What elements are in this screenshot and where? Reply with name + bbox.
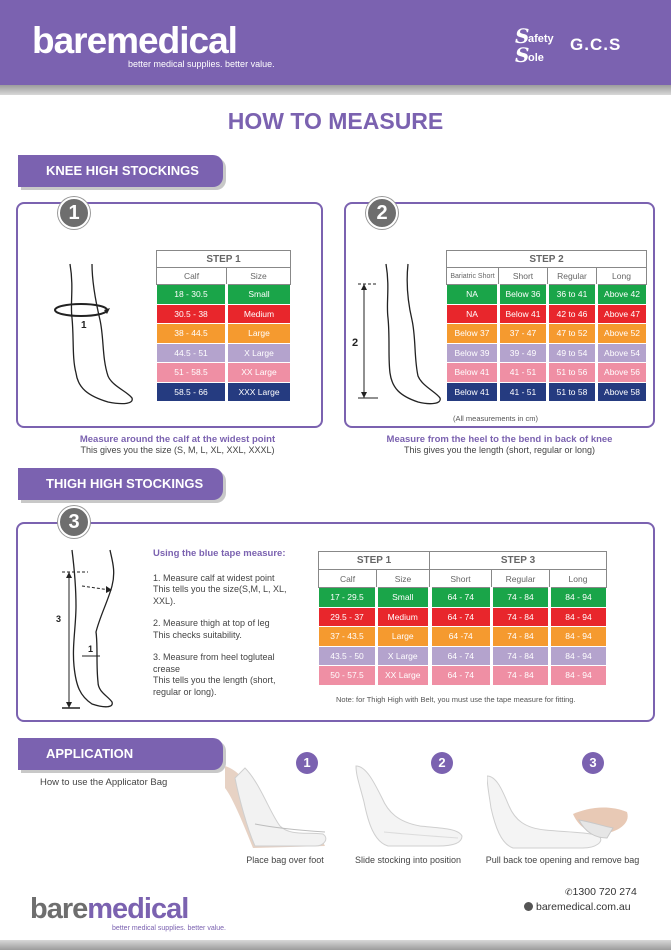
calf-cell: 50 - 57.5 [319,666,377,686]
regular-cell: 74 - 84 [492,588,550,608]
size-cell: Small [377,588,430,608]
table-row [319,666,607,686]
step2-header-regular: Regular [548,268,597,285]
bariatric-cell: Below 41 [447,382,499,402]
size-cell: Medium [377,607,430,627]
long-cell: Above 42 [597,285,647,305]
instruction-1-note: This tells you the size(S,M, L, XL, XXL). [153,584,287,606]
partner-text: G.C.S [570,35,622,54]
heel-knee-marker: 2 [352,337,359,349]
instruction-2: 2. Measure thigh at top of leg [153,618,270,628]
short-cell: 64 -74 [430,627,492,647]
step2-header-bariatric: Bariatric Short [447,268,499,285]
thigh-leg-illustration [52,546,132,714]
short-cell: 39 - 49 [499,343,548,363]
footer-brand-part2: medical [87,893,189,925]
step3-instructions [153,548,303,698]
calf-cell: 58.5 - 66 [157,382,227,402]
long-cell: Above 47 [597,304,647,324]
table-row [157,324,291,344]
footer-brand-logo[interactable] [30,893,188,926]
step1-caption-title: Measure around the calf at the widest point [79,434,276,445]
safety-sole-logo [515,26,565,64]
thigh-length-marker: 3 [56,614,62,624]
safety-sole-line1: afety [528,33,554,45]
step1-caption [16,434,339,455]
short-cell: Below 36 [499,285,548,305]
bariatric-cell: NA [447,285,499,305]
long-cell: 84 - 94 [550,666,607,686]
calf-cell: 51 - 58.5 [157,363,227,383]
long-cell: Above 54 [597,343,647,363]
short-cell: 41 - 51 [499,363,548,383]
step3-header-regular: Regular [492,570,550,588]
footer-website[interactable] [524,901,631,913]
step2-caption [344,434,655,455]
footer-web-url: baremedical.com.au [536,901,631,913]
calf-cell: 38 - 44.5 [157,324,227,344]
short-cell: 64 - 74 [430,607,492,627]
table-row [447,285,647,305]
step1-size-table [156,250,291,402]
step2-caption-title: Measure from the heel to the bend in back of knee [386,434,613,445]
step3-header-short: Short [430,570,492,588]
table-row [157,285,291,305]
size-cell: X Large [227,343,291,363]
table-row [157,382,291,402]
application-photo-1 [225,758,330,848]
application-photo-3 [487,772,632,850]
table-row [319,607,607,627]
regular-cell: 49 to 54 [548,343,597,363]
step1-table-title: STEP 1 [157,251,291,268]
calf-cell: 29.5 - 37 [319,607,377,627]
calf-cell: 30.5 - 38 [157,304,227,324]
step2-table-title: STEP 2 [447,251,647,268]
application-step2-label: Slide stocking into position [354,855,462,865]
globe-icon [524,902,533,911]
step3-header-size: Size [377,570,430,588]
step2-length-table [446,250,647,402]
page-title: HOW TO MEASURE [227,108,444,134]
table-row [319,627,607,647]
regular-cell: 42 to 46 [548,304,597,324]
knee-leg-illustration [48,258,148,408]
step3-header-long: Long [550,570,607,588]
section-tab-application: APPLICATION [18,738,223,770]
application-photo-2 [354,762,464,850]
table-row [319,588,607,608]
long-cell: Above 56 [597,363,647,383]
instruction-2-note: This checks suitability. [153,629,242,640]
step3-table-step3-title: STEP 3 [430,552,607,570]
long-cell: Above 52 [597,324,647,344]
short-cell: 37 - 47 [499,324,548,344]
application-step1-badge: 1 [296,752,318,774]
step2-caption-text: This gives you the length (short, regular or long) [403,445,596,455]
section-tab-knee-high: KNEE HIGH STOCKINGS [18,155,223,187]
long-cell: 84 - 94 [550,627,607,647]
step2-number-badge: 2 [366,197,398,229]
step3-header-calf: Calf [319,570,377,588]
regular-cell: 51 to 56 [548,363,597,383]
instruction-1: 1. Measure calf at widest point [153,572,275,583]
footer-phone[interactable] [565,886,637,898]
table-row [157,363,291,383]
instructions-title: Using the blue tape measure: [153,548,286,559]
bariatric-cell: Below 41 [447,363,499,383]
size-cell: Large [227,324,291,344]
knee-calf-marker: 1 [81,320,87,331]
step1-caption-text: This gives you the size (S, M, L, XL, XXL, XXXL) [80,445,275,455]
regular-cell: 36 to 41 [548,285,597,305]
application-step3-badge: 3 [582,752,604,774]
step1-header-calf: Calf [157,268,227,285]
application-step2-badge: 2 [431,752,453,774]
regular-cell: 74 - 84 [492,627,550,647]
heel-to-knee-illustration [348,258,448,408]
regular-cell: 47 to 52 [548,324,597,344]
table-row [447,343,647,363]
bariatric-cell: Below 39 [447,343,499,363]
regular-cell: 74 - 84 [492,666,550,686]
calf-cell: 18 - 30.5 [157,285,227,305]
calf-cell: 44.5 - 51 [157,343,227,363]
size-cell: XX Large [227,363,291,383]
step2-measurement-note: (All measurements in cm) [453,414,539,423]
footer-brand-part1: bare [30,893,88,925]
long-cell: 84 - 94 [550,607,607,627]
step3-number-badge: 3 [58,506,90,538]
bariatric-cell: NA [447,304,499,324]
step2-header-long: Long [597,268,647,285]
table-row [447,382,647,402]
short-cell: 64 - 74 [430,588,492,608]
phone-icon: ✆ [565,887,573,897]
table-row [157,304,291,324]
table-row [319,646,607,666]
safety-sole-initial: S [515,26,530,48]
short-cell: 64 - 74 [430,646,492,666]
instruction-3-note: This tells you the length (short, regular or long). [153,675,276,697]
regular-cell: 51 to 58 [548,382,597,402]
table-row [447,324,647,344]
size-cell: X Large [377,646,430,666]
header-divider [0,85,671,95]
calf-cell: 43.5 - 50 [319,646,377,666]
step3-table-step1-title: STEP 1 [319,552,430,570]
long-cell: Above 58 [597,382,647,402]
brand-tagline: better medical supplies. better value. [128,59,275,69]
long-cell: 84 - 94 [550,588,607,608]
brand-logo[interactable]: baremedical [32,20,237,61]
step2-header-short: Short [499,268,548,285]
regular-cell: 74 - 84 [492,646,550,666]
application-subtitle: How to use the Applicator Bag [40,777,168,788]
short-cell: 64 - 74 [430,666,492,686]
long-cell: 84 - 94 [550,646,607,666]
section-tab-thigh-high: THIGH HIGH STOCKINGS [18,468,223,500]
size-cell: XXX Large [227,382,291,402]
application-step3-label: Pull back toe opening and remove bag [485,855,640,865]
step1-header-size: Size [227,268,291,285]
step1-number-badge: 1 [58,197,90,229]
step3-thigh-table [318,551,607,686]
instruction-3: 3. Measure from heel togluteal crease [153,652,275,674]
svg-text:S: S [515,43,530,64]
calf-cell: 17 - 29.5 [319,588,377,608]
table-row [447,363,647,383]
application-step1-label: Place bag over foot [246,855,324,865]
size-cell: Large [377,627,430,647]
size-cell: XX Large [377,666,430,686]
size-cell: Small [227,285,291,305]
footer-phone-number: 1300 720 274 [572,886,637,898]
safety-sole-line2: ole [528,52,544,64]
thigh-calf-marker: 1 [88,644,94,654]
step3-belt-note: Note: for Thigh High with Belt, you must use the tape measure for fitting. [336,695,576,704]
regular-cell: 74 - 84 [492,607,550,627]
short-cell: 41 - 51 [499,382,548,402]
bariatric-cell: Below 37 [447,324,499,344]
footer-divider [0,940,671,950]
calf-cell: 37 - 43.5 [319,627,377,647]
footer-tagline: better medical supplies. better value. [112,925,227,932]
table-row [157,343,291,363]
short-cell: Below 41 [499,304,548,324]
size-cell: Medium [227,304,291,324]
table-row [447,304,647,324]
